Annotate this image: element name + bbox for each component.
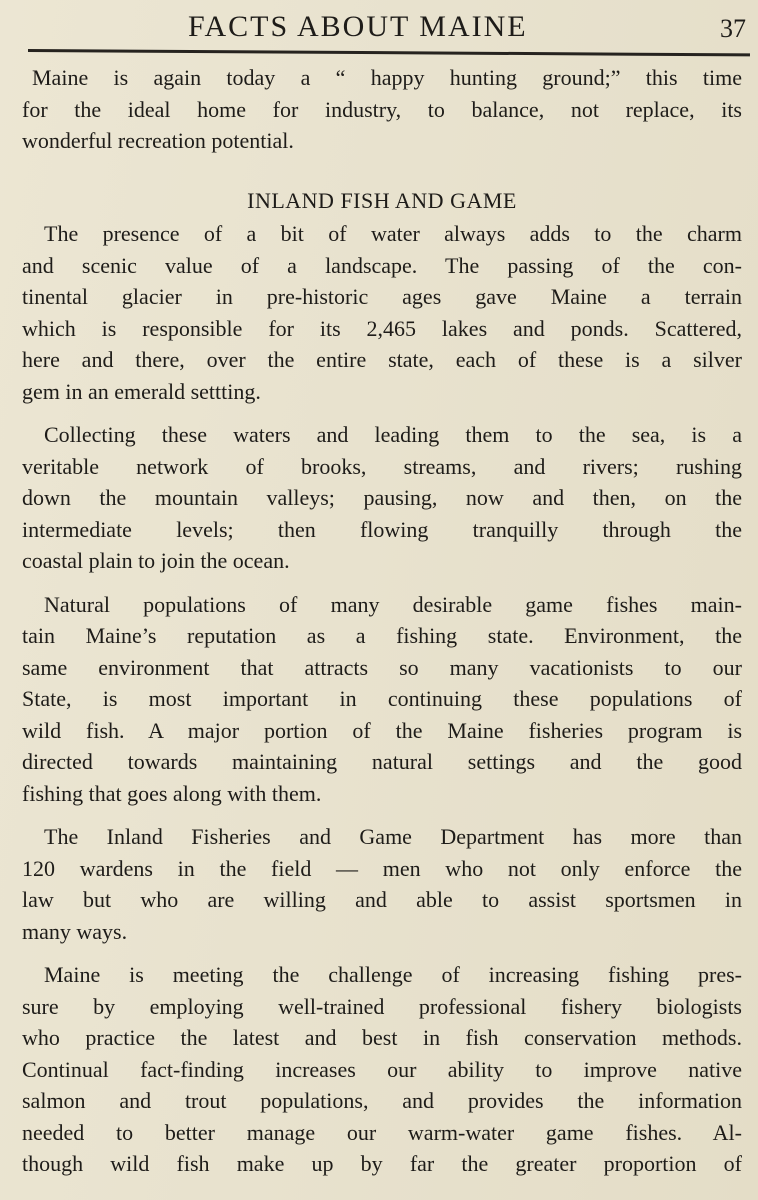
paragraph-populations bbox=[22, 589, 742, 810]
text-line: 120 wardens in the field — men who not only enforce the bbox=[22, 855, 742, 881]
text-line: fishing that goes along with them. bbox=[22, 780, 322, 806]
text-line: Maine is again today a “ happy hunting ground;” this time bbox=[32, 65, 742, 90]
paragraph-wardens bbox=[22, 821, 742, 947]
body-text bbox=[22, 62, 742, 1192]
paragraph-biologists bbox=[22, 959, 742, 1180]
text-line: Maine is meeting the challenge of increasing fishing pres- bbox=[44, 962, 742, 987]
text-line: who practice the latest and best in fish conservation methods. bbox=[22, 1025, 742, 1050]
text-line: though wild fish make up by far the greater proportion of bbox=[22, 1151, 742, 1176]
text-line: gem in an emerald settting. bbox=[22, 378, 261, 404]
paragraph-water bbox=[22, 218, 742, 407]
text-line: here and there, over the entire state, each of these is a silver bbox=[22, 347, 742, 372]
text-line: needed to better manage our warm-water game fishes. Al- bbox=[22, 1119, 742, 1145]
page-number: 37 bbox=[720, 14, 746, 43]
text-line: tinental glacier in pre-historic ages gave Maine a terrain bbox=[22, 284, 742, 309]
text-line: same environment that attracts so many vacationists to our bbox=[22, 654, 742, 680]
text-line: down the mountain valleys; pausing, now and then, on the bbox=[22, 485, 742, 510]
text-line: law but who are willing and able to assist sportsmen in bbox=[22, 887, 742, 912]
text-line: many ways. bbox=[22, 918, 128, 944]
paragraph-rivers bbox=[22, 419, 742, 577]
text-line: Collecting these waters and leading them to the sea, is a bbox=[44, 422, 742, 447]
running-head bbox=[20, 8, 750, 48]
text-line: and scenic value of a landscape. The passing of the con- bbox=[22, 252, 742, 278]
running-title: FACTS ABOUT MAINE bbox=[188, 10, 528, 43]
text-line: veritable network of brooks, streams, and rivers; rushing bbox=[22, 453, 742, 479]
text-line: wild fish. A major portion of the Maine fisheries program is bbox=[22, 717, 742, 743]
text-line: intermediate levels; then flowing tranquilly through the bbox=[22, 516, 742, 542]
text-line: The presence of a bit of water always adds to the charm bbox=[44, 221, 742, 246]
text-line: salmon and trout populations, and provides the information bbox=[22, 1088, 742, 1113]
text-line: coastal plain to join the ocean. bbox=[22, 548, 290, 573]
text-line: wonderful recreation potential. bbox=[22, 128, 294, 153]
text-line: tain Maine’s reputation as a fishing state. Environment, the bbox=[22, 623, 742, 648]
text-line: sure by employing well-trained professional fishery biologists bbox=[22, 993, 742, 1019]
text-line: for the ideal home for industry, to balance, not replace, its bbox=[22, 96, 742, 122]
header-rule bbox=[28, 49, 750, 56]
text-line: Continual fact-finding increases our ability to improve native bbox=[22, 1056, 742, 1082]
text-line: Natural populations of many desirable game fishes main- bbox=[44, 591, 742, 617]
text-line: State, is most important in continuing these populations of bbox=[22, 686, 742, 711]
section-heading: INLAND FISH AND GAME bbox=[247, 187, 517, 213]
intro-paragraph bbox=[22, 62, 742, 157]
text-line: The Inland Fisheries and Game Department has more than bbox=[44, 824, 742, 849]
text-line: which is responsible for its 2,465 lakes and ponds. Scattered, bbox=[22, 315, 742, 341]
text-line: directed towards maintaining natural settings and the good bbox=[22, 749, 742, 774]
